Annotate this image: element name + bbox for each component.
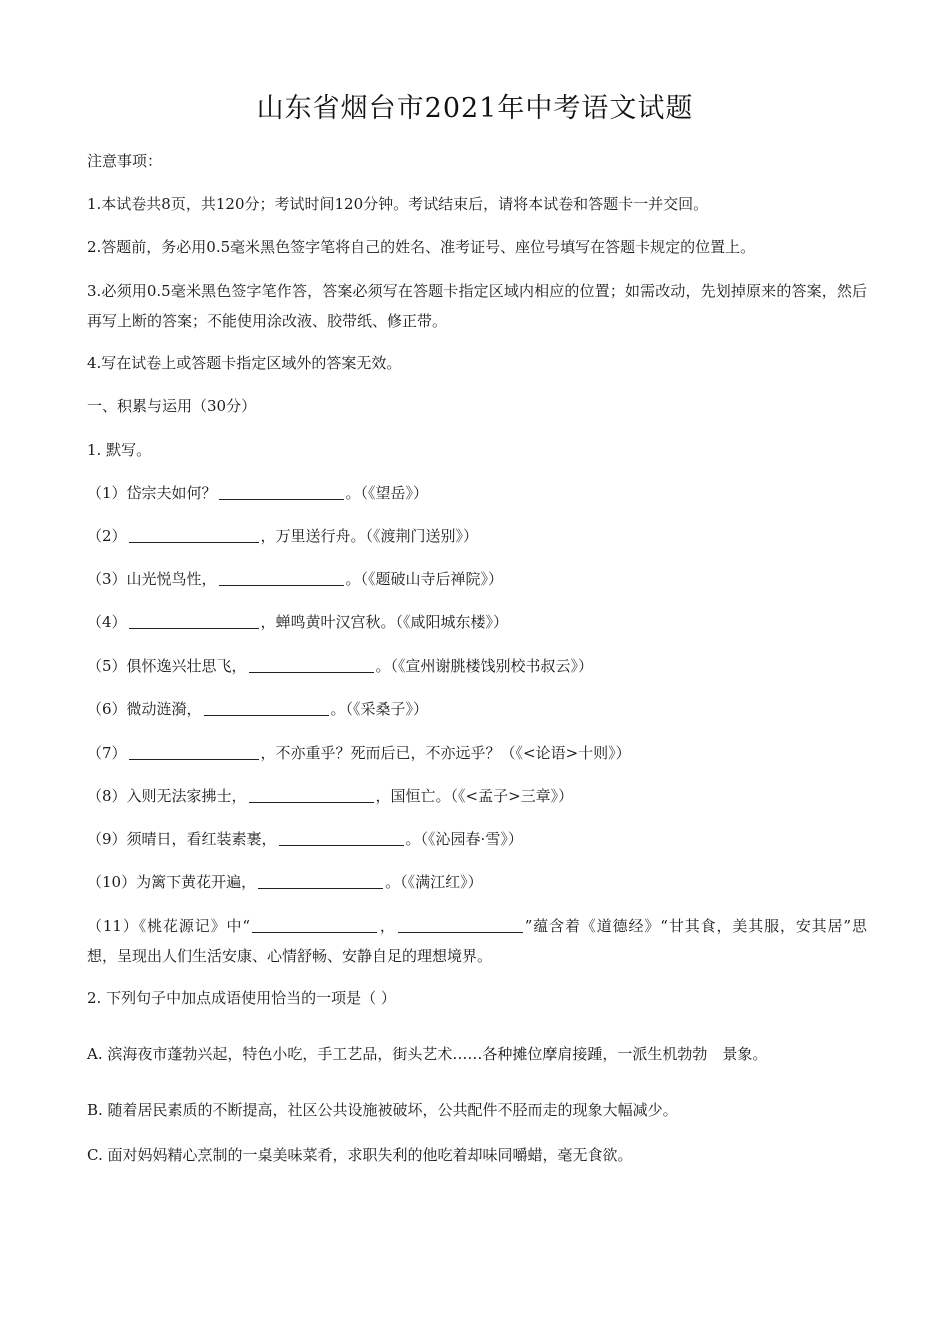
item-suffix: 。（《宣州谢朓楼饯别校书叔云》） xyxy=(375,657,594,675)
answer-blank[interactable] xyxy=(249,654,374,673)
answer-blank[interactable] xyxy=(204,697,329,716)
answer-blank[interactable] xyxy=(398,914,523,933)
item-suffix: ，不亦重乎？死而后已，不亦远乎？（《<论语>十则》） xyxy=(260,744,631,762)
dictation-item xyxy=(87,478,867,508)
answer-blank[interactable] xyxy=(258,870,383,889)
item-prefix: （3）山光悦鸟性， xyxy=(87,570,217,588)
item-suffix: 。（《沁园春·雪》） xyxy=(405,830,523,848)
dictation-item xyxy=(87,694,867,724)
page-title: 山东省烟台市2021年中考语文试题 xyxy=(256,93,694,124)
item-suffix: 。（《采桑子》） xyxy=(330,700,429,718)
item-suffix: ”蕴含着《道德经》“甘其食，美其服，安其居”思想，呈现出人们生活安康、心情舒畅、安静自足的理想境界。 xyxy=(87,917,867,965)
option-b[interactable]: B. 随着居民素质的不断提高，社区公共设施被破坏，公共配件不胫而走的现象大幅减少。 xyxy=(87,1101,678,1119)
question-stem: 1. 默写。 xyxy=(87,441,152,459)
answer-blank[interactable] xyxy=(219,567,344,586)
dictation-item xyxy=(87,738,867,768)
answer-blank[interactable] xyxy=(252,914,377,933)
option-a[interactable]: A. 滨海夜市蓬勃兴起，特色小吃，手工艺品，街头艺术……各种摊位摩肩接踵，一派生机勃勃 景象。 xyxy=(87,1045,768,1063)
item-suffix: 。（《题破山寺后禅院》） xyxy=(345,570,504,588)
dictation-item xyxy=(87,564,867,594)
answer-blank[interactable] xyxy=(249,784,374,803)
dictation-item-11 xyxy=(87,911,867,971)
notice-heading: 注意事项： xyxy=(87,152,163,170)
notice-item: 1.本试卷共8页，共120分；考试时间120分钟。考试结束后，请将本试卷和答题卡一并交回。 xyxy=(87,195,709,213)
item-prefix: （6）微动涟漪， xyxy=(87,700,202,718)
item-prefix: （4） xyxy=(87,613,127,631)
question-stem: 2. 下列句子中加点成语使用恰当的一项是（ ） xyxy=(87,989,396,1007)
dictation-item xyxy=(87,521,867,551)
answer-blank[interactable] xyxy=(219,481,344,500)
item-suffix: 。（《满江红》） xyxy=(385,873,483,891)
item-separator: ， xyxy=(379,917,396,935)
dictation-item xyxy=(87,607,867,637)
item-prefix: （2） xyxy=(87,527,127,545)
notice-item: 3.必须用0.5毫米黑色签字笔作答，答案必须写在答题卡指定区域内相应的位置；如需改动，先划掉原来的答案，然后再写上断的答案；不能使用涂改液、胶带纸、修正带。 xyxy=(87,282,867,330)
item-suffix: ，蝉鸣黄叶汉宫秋。（《咸阳城东楼》） xyxy=(260,613,509,631)
item-prefix: （11）《桃花源记》中“ xyxy=(87,917,250,935)
dictation-item xyxy=(87,824,867,854)
item-suffix: ，万里送行舟。（《渡荆门送别》） xyxy=(260,527,479,545)
notice-item: 4.写在试卷上或答题卡指定区域外的答案无效。 xyxy=(87,354,402,372)
dictation-item xyxy=(87,651,867,681)
item-prefix: （9）须晴日，看红装素裹， xyxy=(87,830,277,848)
item-prefix: （8）入则无法家拂士， xyxy=(87,787,247,805)
item-prefix: （10）为篱下黄花开遍， xyxy=(87,873,257,891)
answer-blank[interactable] xyxy=(279,827,404,846)
dictation-item xyxy=(87,781,867,811)
item-prefix: （5）俱怀逸兴壮思飞， xyxy=(87,657,247,675)
item-prefix: （1）岱宗夫如何？ xyxy=(87,484,217,502)
item-suffix: 。（《望岳》） xyxy=(345,484,429,502)
option-c[interactable]: C. 面对妈妈精心烹制的一桌美味菜肴，求职失利的他吃着却味同嚼蜡，毫无食欲。 xyxy=(87,1146,633,1164)
item-suffix: ，国恒亡。（《<孟子>三章》） xyxy=(375,787,574,805)
item-prefix: （7） xyxy=(87,744,127,762)
notice-item: 2.答题前，务必用0.5毫米黑色签字笔将自己的姓名、准考证号、座位号填写在答题卡规定的位置上。 xyxy=(87,238,756,256)
answer-blank[interactable] xyxy=(129,741,259,760)
section-heading: 一、积累与运用（30分） xyxy=(87,397,257,415)
answer-blank[interactable] xyxy=(129,610,259,629)
answer-blank[interactable] xyxy=(129,524,259,543)
dictation-item xyxy=(87,867,867,897)
